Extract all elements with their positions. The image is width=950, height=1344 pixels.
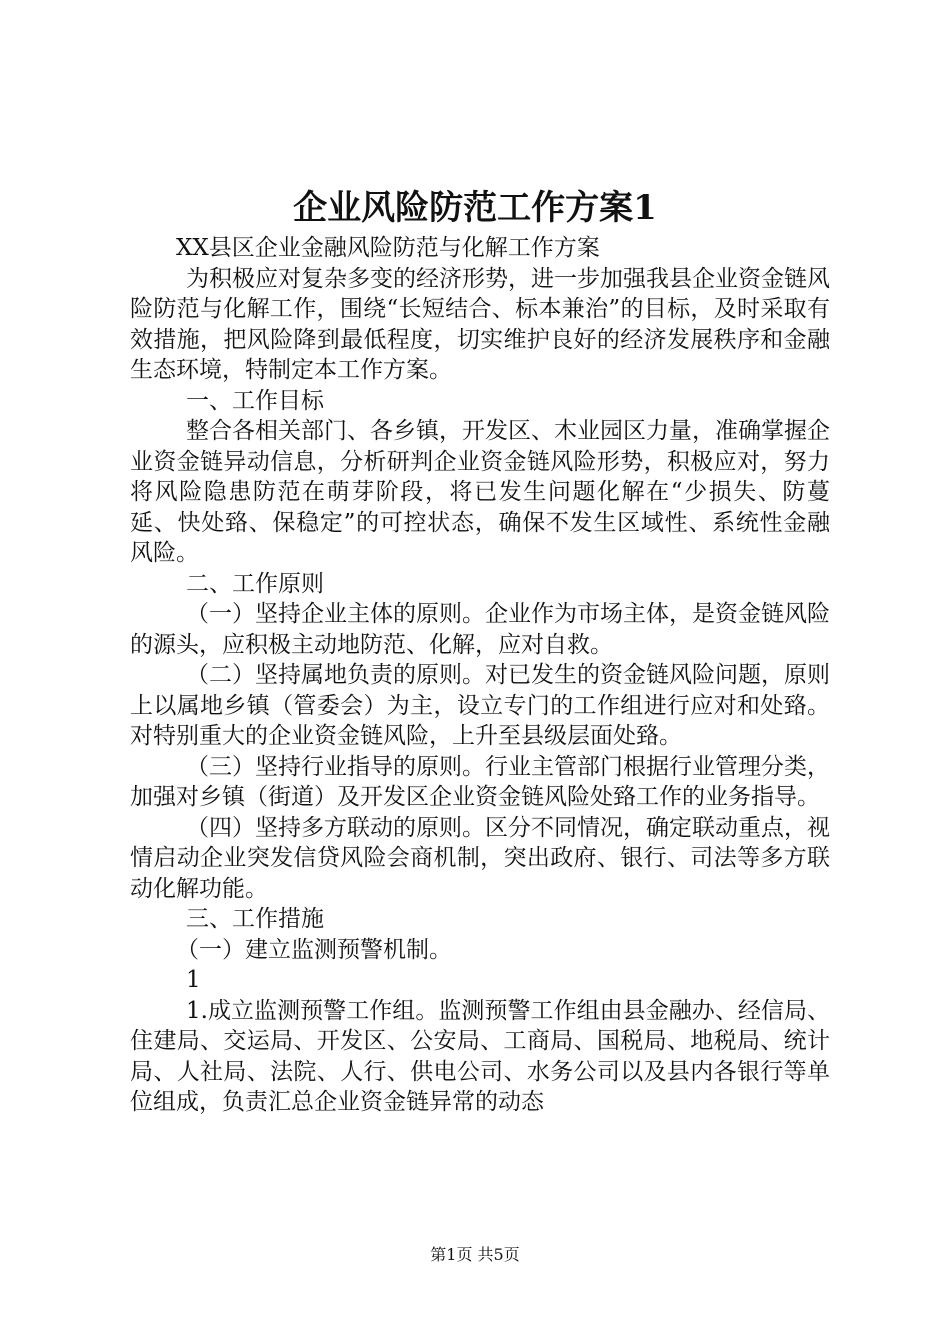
section-heading-goals: 一、工作目标 [186,387,324,414]
section-heading-principles: 二、工作原则 [186,570,324,597]
page-footer: 第1页 共5页 [430,1245,520,1264]
principle-3-paragraph: （三）坚持行业指导的原则。行业主管部门根据行业管理分类，加强对乡镇（街道）及开发区企业资金链风险处臵工作的业务指导。 [130,753,830,810]
page-number-marker: 1 [186,967,201,993]
measure-1-heading: （一）建立监测预警机制。 [176,936,452,963]
intro-paragraph: 为积极应对复杂多变的经济形势，进一步加强我县企业资金链风险防范与化解工作，围绕“长短结合、标本兼治”的目标，及时采取有效措施，把风险降到最低程度，切实维护良好的经济发展秩序和金融生态环境，特制定本工作方案。 [130,265,830,383]
principle-1-paragraph: （一）坚持企业主体的原则。企业作为市场主体，是资金链风险的源头，应积极主动地防范、化解，应对自救。 [130,601,830,658]
principle-4-paragraph: （四）坚持多方联动的原则。区分不同情况，确定联动重点，视情启动企业突发信贷风险会商机制，突出政府、银行、司法等多方联动化解功能。 [130,814,830,902]
principle-2-paragraph: （二）坚持属地负责的原则。对已发生的资金链风险问题，原则上以属地乡镇（管委会）为主，设立专门的工作组进行应对和处臵。对特别重大的企业资金链风险，上升至县级层面处臵。 [130,662,830,749]
document-title: 企业风险防范工作方案1 [293,188,657,228]
goals-paragraph: 整合各相关部门、各乡镇，开发区、木业园区力量，准确掌握企业资金链异动信息，分析研判企业资金链风险形势，积极应对，努力将风险隐患防范在萌芽阶段，将已发生问题化解在“少损失、防蔓延、快处臵、保稳定”的可控状态，确保不发生区域性、系统性金融风险。 [130,418,830,566]
section-heading-measures: 三、工作措施 [186,906,324,932]
measure-1-1-paragraph: 1.成立监测预警工作组。监测预警工作组由县金融办、经信局、住建局、交运局、开发区、公安局、工商局、国税局、地税局、统计局、人社局、法院、人行、供电公司、水务公司以及县内各银行等单位组成，负责汇总企业资金链异常的动态 [130,997,830,1115]
document-body [130,233,830,1118]
subtitle-paragraph: XX县区企业金融风险防范与化解工作方案 [176,235,600,261]
